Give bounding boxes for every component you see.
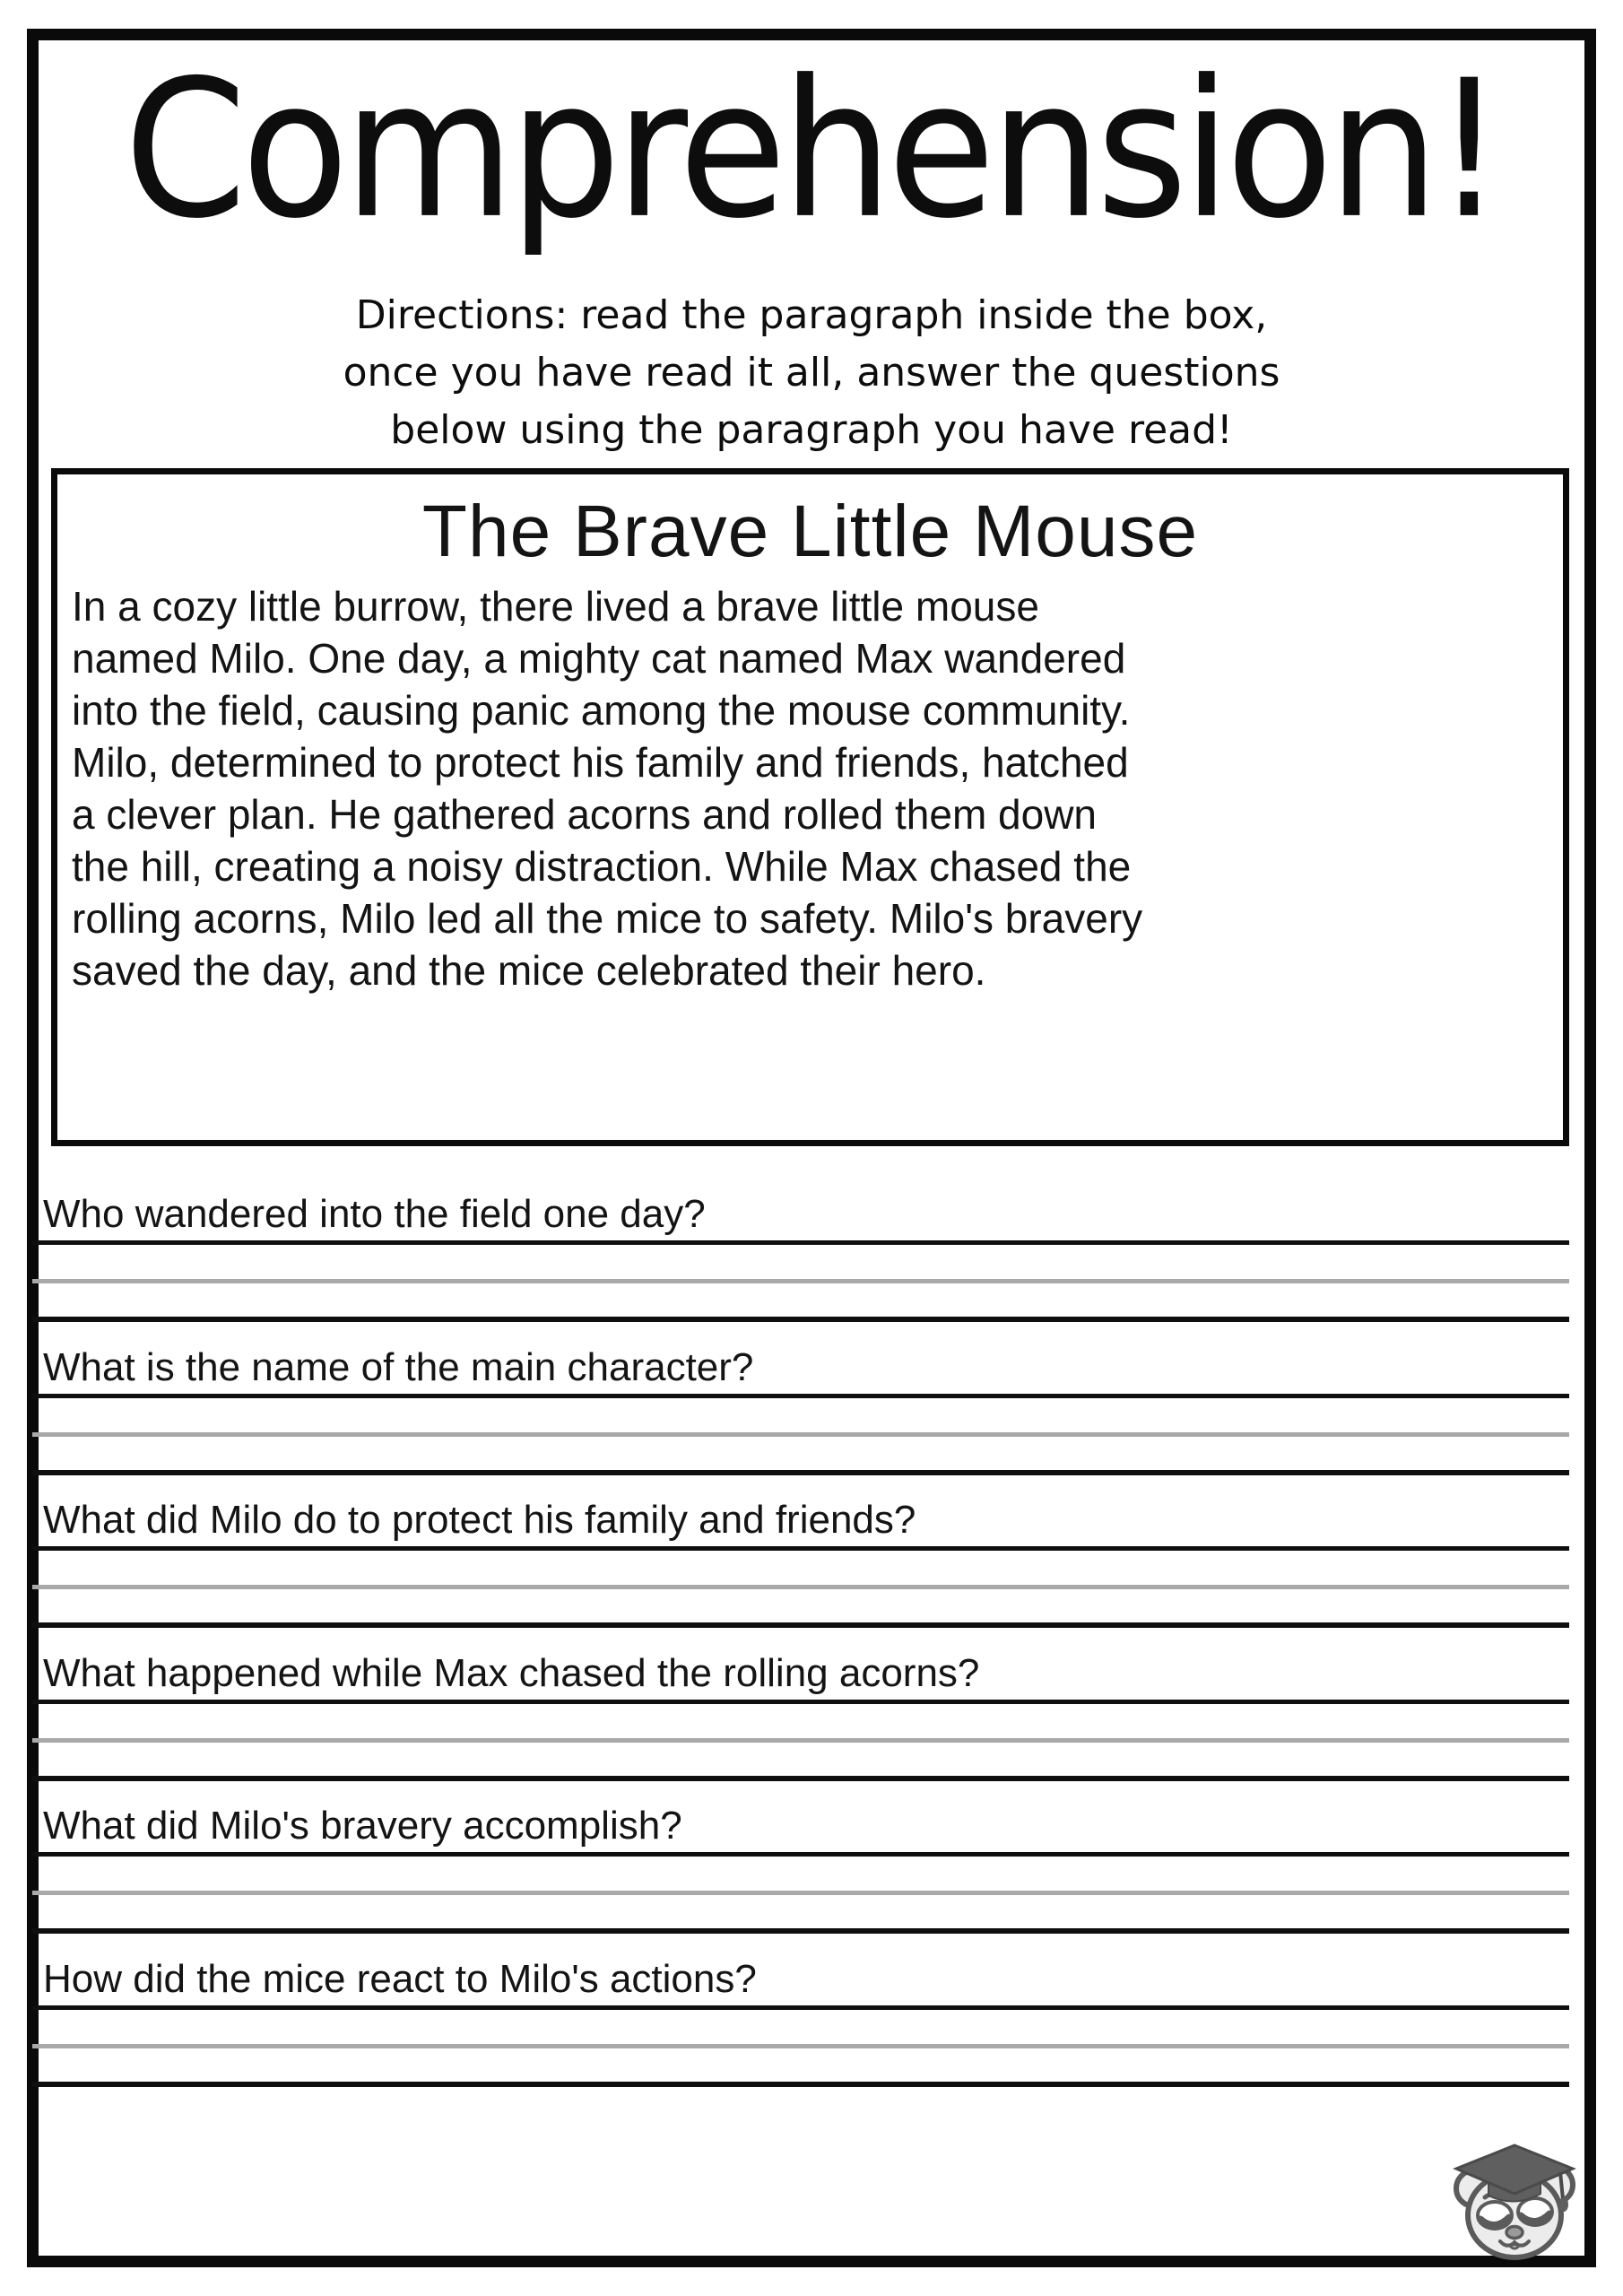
passage-line: In a cozy little burrow, there lived a brave little mouse: [72, 583, 1039, 630]
question-label: How did the mice react to Milo's actions?: [32, 1953, 1569, 2010]
graduation-cap-tassel-icon: [1559, 2197, 1568, 2212]
passage-line: into the field, causing panic among the mouse community.: [72, 687, 1131, 734]
directions-line-3: below using the paragraph you have read!: [390, 407, 1233, 453]
passage-line: named Milo. One day, a mighty cat named Max wandered: [72, 635, 1126, 682]
question-label: What is the name of the main character?: [32, 1342, 1569, 1398]
answer-line-gray: [32, 1738, 1569, 1743]
graduate-panda-logo: [1445, 2144, 1580, 2262]
answer-line-gray: [32, 2044, 1569, 2048]
passage-line: a clever plan. He gathered acorns and rolled them down: [72, 791, 1098, 838]
passage-title: The Brave Little Mouse: [421, 491, 1199, 572]
passage-line: saved the day, and the mice celebrated their hero.: [72, 947, 986, 994]
answer-line-black: [32, 1470, 1569, 1475]
answer-line-gray: [32, 1279, 1569, 1283]
answer-line-black: [32, 2082, 1569, 2087]
answer-line-black: [32, 1622, 1569, 1628]
question-label: What did Milo's bravery accomplish?: [32, 1800, 1569, 1857]
page-title: Comprehension!: [124, 39, 1499, 261]
question-block: [32, 1188, 1569, 1322]
passage-box: [51, 468, 1569, 1146]
answer-line-gray: [32, 1432, 1569, 1437]
panda-tongue-icon: [1509, 2245, 1520, 2248]
passage-line: rolling acorns, Milo led all the mice to safety. Milo's bravery: [72, 895, 1143, 942]
passage-text: [57, 580, 1563, 996]
question-label: What happened while Max chased the rolling acorns?: [32, 1648, 1569, 1704]
question-block: [32, 1494, 1569, 1628]
directions-text: [0, 287, 1623, 459]
answer-line-black: [32, 1928, 1569, 1934]
question-block: [32, 1648, 1569, 1781]
question-block: [32, 1953, 1569, 2087]
passage-line: the hill, creating a noisy distraction. While Max chased the: [72, 843, 1132, 890]
answer-line-black: [32, 1317, 1569, 1322]
passage-line: Milo, determined to protect his family and friends, hatched: [72, 739, 1129, 786]
directions-line-1: Directions: read the paragraph inside the box,: [355, 292, 1268, 338]
question-block: [32, 1342, 1569, 1475]
answer-line-gray: [32, 1891, 1569, 1895]
panda-nose-icon: [1506, 2227, 1523, 2239]
question-block: [32, 1800, 1569, 1934]
question-label: Who wandered into the field one day?: [32, 1188, 1569, 1245]
directions-line-2: once you have read it all, answer the questions: [343, 350, 1280, 396]
answer-line-gray: [32, 1585, 1569, 1589]
question-label: What did Milo do to protect his family and friends?: [32, 1494, 1569, 1551]
answer-line-black: [32, 1776, 1569, 1781]
